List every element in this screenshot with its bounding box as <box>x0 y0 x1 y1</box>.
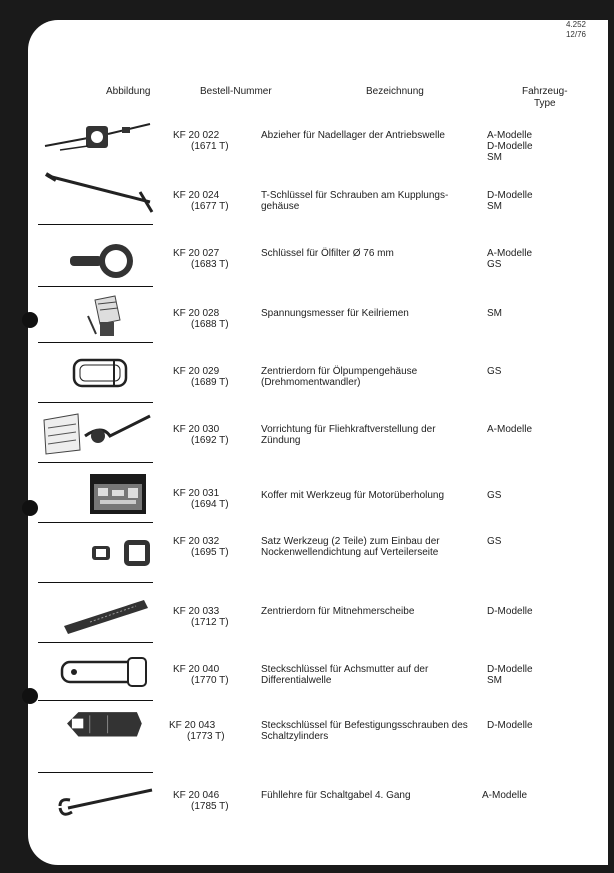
seal-installer-set-icon <box>40 528 155 580</box>
vehicle-types: SM <box>487 308 502 319</box>
oil-filter-wrench-icon <box>40 234 155 286</box>
vehicle-types: D-Modelle SM <box>487 664 533 686</box>
table-row <box>0 706 580 764</box>
vehicle-types: D-Modelle SM <box>487 190 533 212</box>
ignition-advance-tool-icon <box>40 406 155 458</box>
clutch-alignment-mandrel-icon <box>40 586 155 638</box>
table-row <box>0 776 580 834</box>
designation: Zentrierdorn für Mitnehmerscheibe <box>261 606 415 617</box>
order-number: KF 20 030 (1692 T) <box>173 424 229 446</box>
order-number: KF 20 031 (1694 T) <box>173 488 229 510</box>
header-order-number: Bestell-Nummer <box>200 86 272 97</box>
header-vehicle-type-line2: Type <box>533 98 556 109</box>
vehicle-types: GS <box>487 366 502 377</box>
feeler-gauge-icon <box>40 778 155 830</box>
designation: Steckschlüssel für Achsmutter auf der Differentialwelle <box>261 664 429 686</box>
designation: Fühllehre für Schaltgabel 4. Gang <box>261 790 411 801</box>
order-number: KF 20 022 (1671 T) <box>173 130 229 152</box>
chevrons-icon: ≫ <box>324 851 337 863</box>
order-number: KF 20 040 (1770 T) <box>173 664 229 686</box>
vehicle-types: D-Modelle <box>487 606 533 617</box>
order-number: KF 20 033 (1712 T) <box>173 606 229 628</box>
designation: Spannungsmesser für Keilriemen <box>261 308 409 319</box>
table-row <box>0 346 580 404</box>
table-row <box>0 404 580 462</box>
designation: Steckschlüssel für Befestigungsschrauben des Schaltzylinders <box>261 720 468 742</box>
designation: Schlüssel für Ölfilter Ø 76 mm <box>261 248 394 259</box>
vehicle-types: A-Modelle D-Modelle SM <box>487 130 533 163</box>
row-separator <box>38 286 153 287</box>
page-reference <box>566 20 586 40</box>
order-number: KF 20 046 (1785 T) <box>173 790 229 812</box>
table-row <box>0 466 580 524</box>
designation: Koffer mit Werkzeug für Motorüberholung <box>261 490 445 501</box>
vehicle-types: GS <box>487 536 502 547</box>
t-wrench-icon <box>40 170 155 222</box>
page-number: 4.252 <box>565 20 586 29</box>
designation: Satz Werkzeug (2 Teile) zum Einbau der Nockenwellendichtung auf Verteilerseite <box>261 536 440 558</box>
row-separator <box>38 772 153 773</box>
vehicle-types: A-Modelle GS <box>487 248 533 270</box>
centering-mandrel-icon <box>40 348 155 400</box>
table-row <box>0 586 580 644</box>
table-row <box>0 170 580 228</box>
header-vehicle-type <box>522 86 568 110</box>
header-illustration: Abbildung <box>106 86 151 97</box>
socket-wrench-icon <box>40 646 155 698</box>
designation: Zentrierdorn für Ölpumpengehäuse (Drehmomentwandler) <box>261 366 418 388</box>
brand-name: CITROËN <box>258 847 325 863</box>
table-row <box>0 646 580 704</box>
designation: T-Schlüssel für Schrauben am Kupplungs- gehäuse <box>261 190 449 212</box>
row-separator <box>38 462 153 463</box>
page-date: 12/76 <box>565 30 586 39</box>
order-number: KF 20 043 (1773 T) <box>169 720 225 742</box>
belt-tension-gauge-icon <box>40 290 155 342</box>
citroen-logo <box>258 847 337 863</box>
designation: Abzieher für Nadellager der Antriebswelle <box>261 130 445 141</box>
table-row <box>0 228 580 286</box>
table-row <box>0 526 580 584</box>
vehicle-types: GS <box>487 490 502 501</box>
vehicle-types: A-Modelle <box>487 424 533 435</box>
vehicle-types: A-Modelle <box>482 790 528 801</box>
order-number: KF 20 028 (1688 T) <box>173 308 229 330</box>
order-number: KF 20 024 (1677 T) <box>173 190 229 212</box>
designation: Vorrichtung für Fliehkraftverstellung der Zündung <box>261 424 436 446</box>
vehicle-types: D-Modelle <box>487 720 533 731</box>
order-number: KF 20 027 (1683 T) <box>173 248 229 270</box>
header-vehicle-type-line1: Fahrzeug- <box>522 86 568 97</box>
table-row <box>0 288 580 346</box>
hex-socket-icon <box>40 704 155 756</box>
bearing-puller-icon <box>40 116 155 168</box>
tool-case-icon <box>40 464 155 516</box>
header-designation: Bezeichnung <box>366 86 424 97</box>
order-number: KF 20 032 (1695 T) <box>173 536 229 558</box>
order-number: KF 20 029 (1689 T) <box>173 366 229 388</box>
